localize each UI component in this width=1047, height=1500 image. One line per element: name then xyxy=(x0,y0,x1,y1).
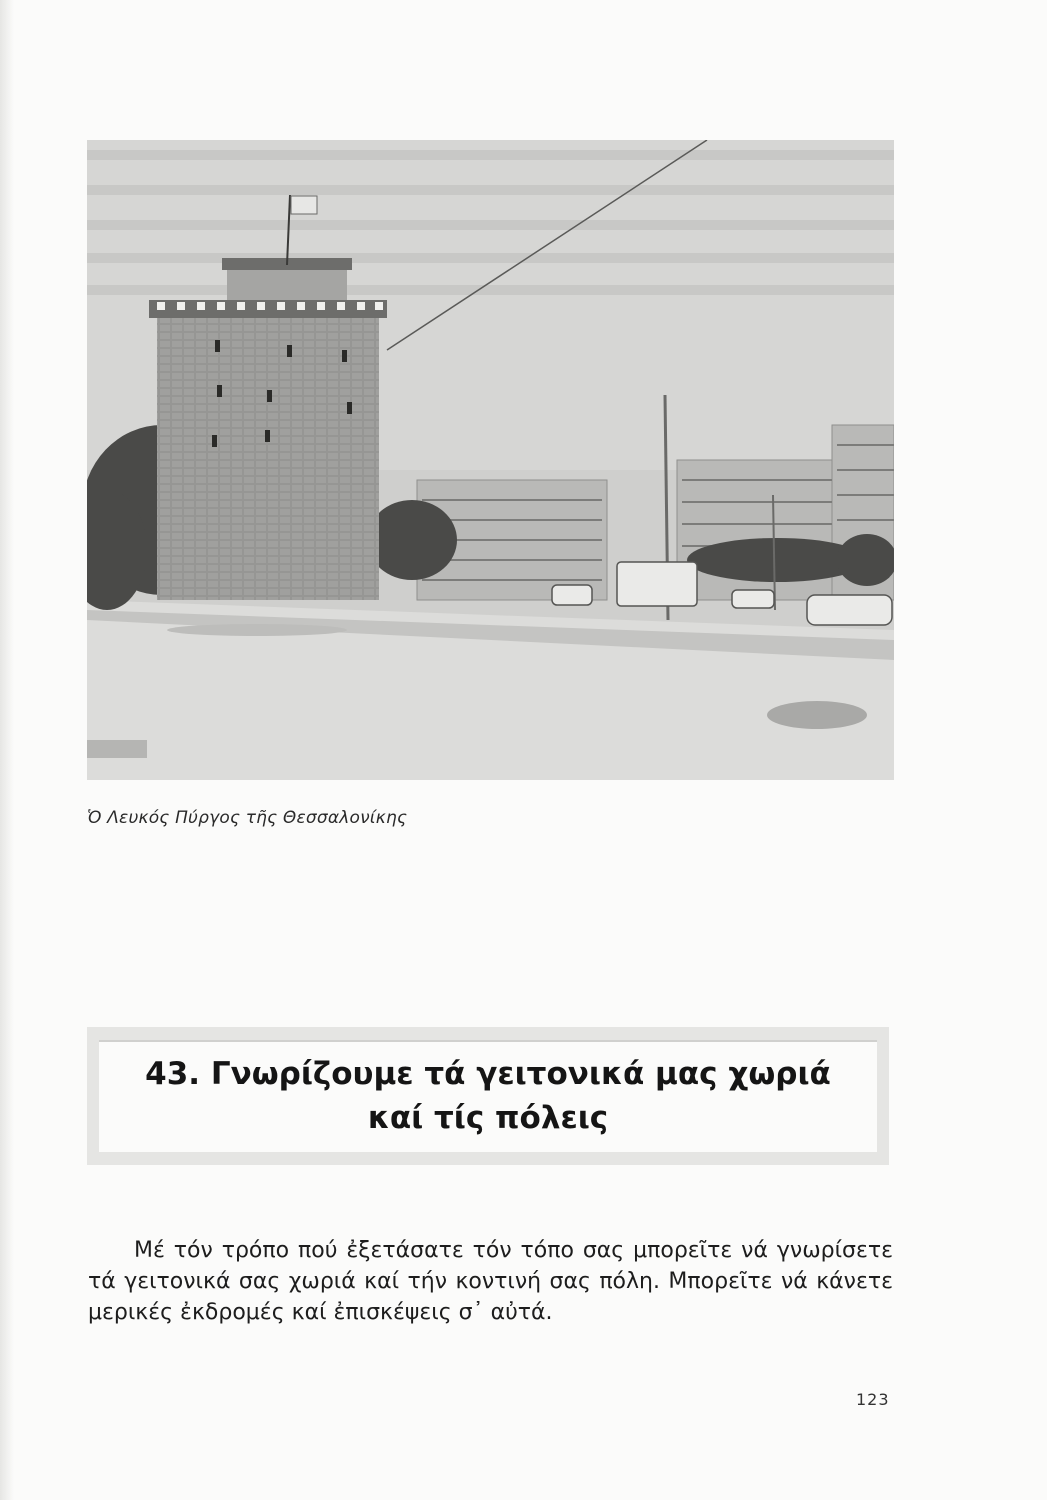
body-paragraph-text: Μέ τόν τρόπο πού ἐξετάσατε τόν τόπο σας μπορεῖτε νά γνωρίσετε τά γειτονικά σας χωριά καί τήν κοντινή σας πόλη. Μπορεῖτε νά κάνετε μερικές ἐκδρομές καί ἐπισκέψεις σ᾽ αὐτά. xyxy=(88,1238,893,1325)
figure-caption: Ὁ Λευκός Πύργος τῆς Θεσσαλονίκης xyxy=(87,808,408,828)
white-tower-photo xyxy=(87,140,894,780)
body-paragraph xyxy=(88,1235,893,1328)
page-number: 123 xyxy=(856,1390,890,1409)
section-title-line-2: καί τίς πόλεις xyxy=(367,1100,609,1136)
section-title-line-1: 43. Γνωρίζουμε τά γειτονικά μας χωριά xyxy=(145,1056,831,1092)
page-edge-shadow xyxy=(0,0,14,1500)
section-title-box xyxy=(99,1040,877,1152)
